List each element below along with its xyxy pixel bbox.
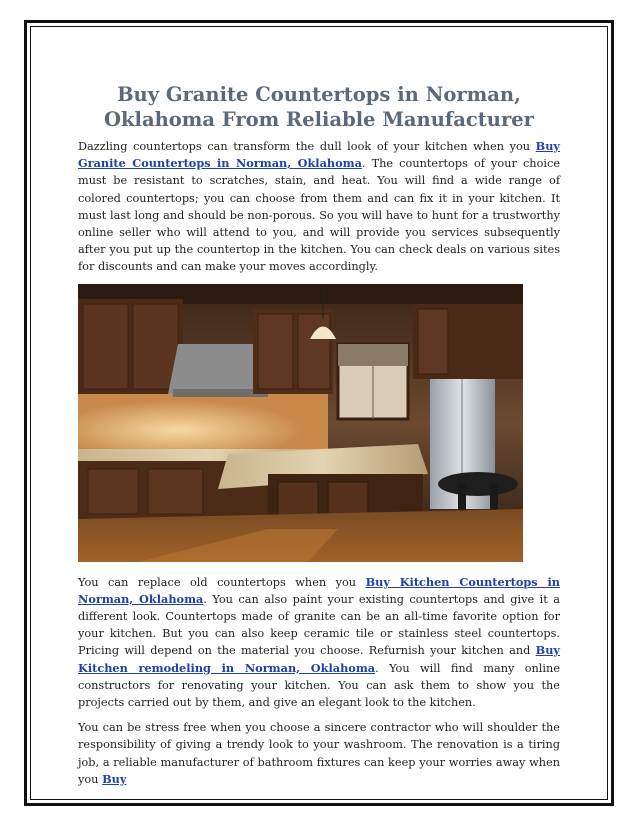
page-title xyxy=(78,82,560,132)
document-body xyxy=(78,82,560,796)
kitchen-photo xyxy=(78,284,523,562)
title-line-1: Buy Granite Countertops in Norman, xyxy=(117,83,521,106)
paragraph-text: . You can also paint your existing countertops and give it a different look. Countertops made of granite can be an all-time favorite option for your kitchen. But you can also keep ceramic tile or stainless steel countertops. Pricing will depend on the material you choose. Refurnish your kitchen and xyxy=(78,592,560,658)
link-kitchen-countertops[interactable]: Buy Kitchen Countertops in Norman, Oklahoma xyxy=(78,574,560,606)
link-granite-countertops[interactable]: Buy Granite Countertops in Norman, Oklahoma xyxy=(78,139,560,171)
paragraph-text: You can replace old countertops when you xyxy=(78,575,366,589)
link-buy[interactable]: Buy xyxy=(102,771,127,786)
paragraph-text: . You will find many online constructors for renovating your kitchen. You can ask them to show you the projects carried out by them, and give an elegant look to the kitchen. xyxy=(78,661,560,710)
paragraph-replace xyxy=(78,574,560,712)
paragraph-text: . The countertops of your choice must be resistant to scratches, stain, and heat. You will find a wide range of colored countertops; you can choose from them and can fix it in your kitchen. It must last long and should be non-porous. So you will have to hunt for a trustworthy online seller who will attend to you, and will provide you services subsequently after you put up the countertop in the kitchen. You can check deals on various sites for discounts and can make your moves accordingly. xyxy=(78,157,561,274)
paragraph-intro xyxy=(78,138,560,276)
paragraph-stress-free xyxy=(78,719,560,788)
paragraph-text: You can be stress free when you choose a sincere contractor who will shoulder the responsibility of giving a trendy look to your washroom. The renovation is a tiring job, a reliable manufacturer of bathroom fixtures can keep your worries away when you xyxy=(78,721,560,786)
paragraph-text: Dazzling countertops can transform the dull look of your kitchen when you xyxy=(78,140,536,153)
title-line-2: Oklahoma From Reliable Manufacturer xyxy=(104,108,534,131)
link-kitchen-remodeling[interactable]: Buy Kitchen remodeling in Norman, Oklahoma xyxy=(78,643,560,675)
